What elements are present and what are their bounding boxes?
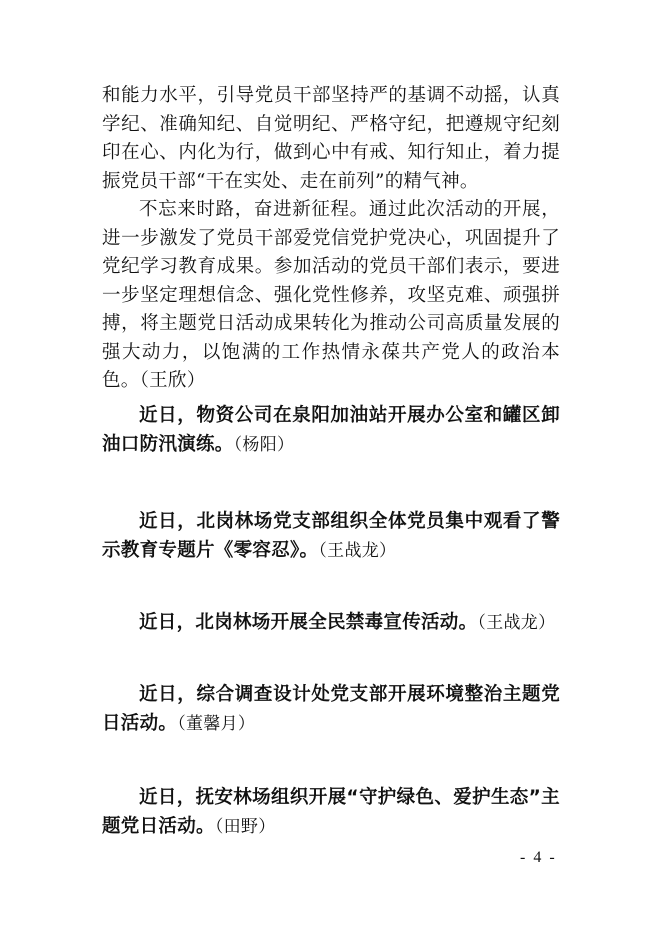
news-lead: 近日，综合调查设计处党支部开展环境整治主题党日活动。 [102,684,560,734]
news-lead: 近日，北岗林场党支部组织全体党员集中观看了警示教育专题片《零容忍》。 [102,511,560,561]
article-paragraph: 和能力水平，引导党员干部坚持严的基调不动摇，认真学纪、准确知纪、自觉明纪、严格守纪，把遵规守纪刻印在心、内化为行，做到心中有戒、知行知止，着力提振党员干部“干在实处、走在前列”的精气神。 [102,85,560,192]
news-author: （董馨月） [177,713,256,734]
news-author: （王战龙） [318,540,397,561]
article-body [102,82,560,396]
article-paragraph: 不忘来时路，奋进新征程。通过此次活动的开展，进一步激发了党员干部爱党信党护党决心，巩固提升了党纪学习教育成果。参加活动的党员干部们表示，要进一步坚定理想信念、强化党性修养，攻坚克难、顽强拼搏，将主题党日活动成果转化为推动公司高质量发展的强大动力，以饱满的工作热情永葆共产党人的政治本色。（王欣） [102,199,560,391]
news-author: （杨阳） [233,434,295,455]
news-lead: 近日，抚安林场组织开展“守护绿色、爱护生态”主题党日活动。 [102,787,560,837]
news-item [102,609,560,638]
page-number: - 4 - [520,849,557,866]
news-lead: 近日，物资公司在泉阳加油站开展办公室和罐区卸油口防汛演练。 [102,405,560,455]
news-lead: 近日，北岗林场开展全民禁毒宣传活动。 [139,612,478,633]
news-item [102,681,560,738]
news-item [102,508,560,565]
news-item [102,402,560,459]
news-author: （田野） [214,816,276,837]
news-item [102,784,560,841]
news-author: （王战龙） [477,613,556,633]
